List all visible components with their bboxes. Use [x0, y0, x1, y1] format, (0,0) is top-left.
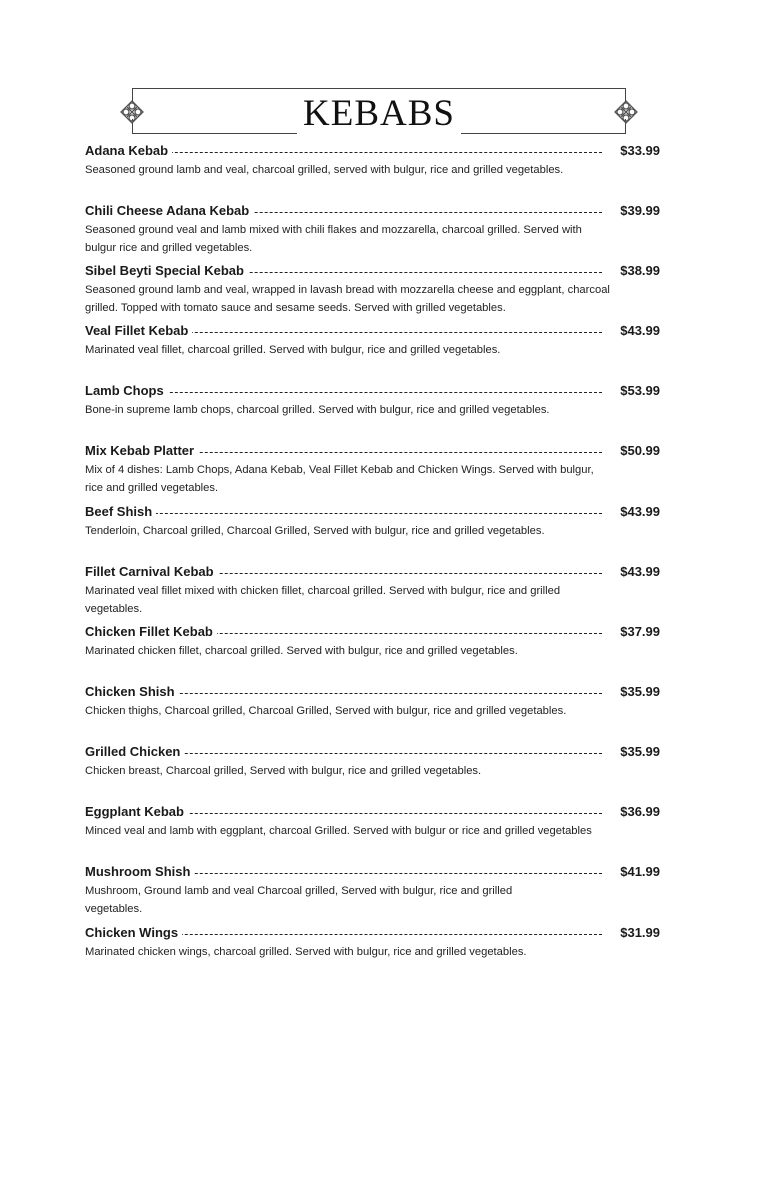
item-price: $35.99	[620, 684, 660, 699]
item-name: Mushroom Shish	[85, 864, 194, 879]
menu-item	[85, 263, 660, 317]
item-price: $43.99	[620, 564, 660, 579]
menu-item	[85, 864, 660, 918]
menu-item	[85, 383, 660, 419]
item-price: $37.99	[620, 624, 660, 639]
item-name: Chili Cheese Adana Kebab	[85, 203, 253, 218]
item-price: $36.99	[620, 804, 660, 819]
item-name: Lamb Chops	[85, 383, 168, 398]
menu-item	[85, 804, 660, 840]
item-name: Fillet Carnival Kebab	[85, 564, 218, 579]
item-price: $50.99	[620, 443, 660, 458]
dotted-leader	[85, 513, 602, 514]
menu-item	[85, 684, 660, 720]
item-price: $33.99	[620, 143, 660, 158]
item-description: Chicken thighs, Charcoal grilled, Charcoal Grilled, Served with bulgur, rice and grilled vegetables.	[85, 705, 567, 717]
menu-item	[85, 744, 660, 780]
page-title	[114, 92, 644, 135]
item-price: $43.99	[620, 323, 660, 338]
item-name: Chicken Shish	[85, 684, 179, 699]
item-price: $41.99	[620, 864, 660, 879]
menu-item	[85, 504, 660, 540]
menu-header	[114, 82, 644, 140]
item-description: Marinated chicken wings, charcoal grilled. Served with bulgur, rice and grilled vegetables.	[85, 946, 527, 958]
menu-item	[85, 564, 660, 618]
item-name: Mix Kebab Platter	[85, 443, 198, 458]
item-description: Seasoned ground lamb and veal, wrapped in lavash bread with mozzarella cheese and eggplant, charcoal grilled. Topped with tomato sauce and sesame seeds. Served with grilled vegetables.	[85, 284, 610, 314]
item-description: Marinated chicken fillet, charcoal grilled. Served with bulgur, rice and grilled vegetables.	[85, 645, 518, 657]
item-description: Seasoned ground veal and lamb mixed with chili flakes and mozzarella, charcoal grilled. Served with bulgur rice and grilled vegetables.	[85, 224, 582, 254]
item-name: Eggplant Kebab	[85, 804, 188, 819]
item-description: Bone-in supreme lamb chops, charcoal grilled. Served with bulgur, rice and grilled vegetables.	[85, 404, 550, 416]
menu-item	[85, 323, 660, 359]
item-price: $35.99	[620, 744, 660, 759]
item-description: Tenderloin, Charcoal grilled, Charcoal Grilled, Served with bulgur, rice and grilled vegetables.	[85, 525, 545, 537]
item-description: Marinated veal fillet mixed with chicken fillet, charcoal grilled. Served with bulgur, rice and grilled vegetables.	[85, 585, 561, 615]
item-name: Beef Shish	[85, 504, 156, 519]
item-name: Sibel Beyti Special Kebab	[85, 263, 248, 278]
item-price: $53.99	[620, 383, 660, 398]
menu-item	[85, 624, 660, 660]
item-description: Chicken breast, Charcoal grilled, Served with bulgur, rice and grilled vegetables.	[85, 765, 482, 777]
item-name: Chicken Wings	[85, 925, 182, 940]
item-name: Veal Fillet Kebab	[85, 323, 192, 338]
menu-item	[85, 143, 660, 179]
item-description: Seasoned ground lamb and veal, charcoal grilled, served with bulgur, rice and grilled vegetables.	[85, 164, 564, 176]
item-description: Minced veal and lamb with eggplant, charcoal Grilled. Served with bulgur or rice and grilled vegetables	[85, 825, 592, 837]
item-description: Mix of 4 dishes: Lamb Chops, Adana Kebab, Veal Fillet Kebab and Chicken Wings. Served with bulgur, rice and grilled vegetables.	[85, 464, 594, 494]
item-name: Grilled Chicken	[85, 744, 184, 759]
item-name: Chicken Fillet Kebab	[85, 624, 217, 639]
menu-item	[85, 443, 660, 497]
menu-item	[85, 925, 660, 961]
item-name: Adana Kebab	[85, 143, 172, 158]
item-description: Mushroom, Ground lamb and veal Charcoal grilled, Served with bulgur, rice and grilled vegetables.	[85, 885, 513, 915]
menu-item	[85, 203, 660, 257]
page-title-text: KEBABS	[297, 93, 461, 134]
item-price: $39.99	[620, 203, 660, 218]
item-price: $31.99	[620, 925, 660, 940]
item-price: $38.99	[620, 263, 660, 278]
item-price: $43.99	[620, 504, 660, 519]
item-description: Marinated veal fillet, charcoal grilled. Served with bulgur, rice and grilled vegetables.	[85, 344, 501, 356]
